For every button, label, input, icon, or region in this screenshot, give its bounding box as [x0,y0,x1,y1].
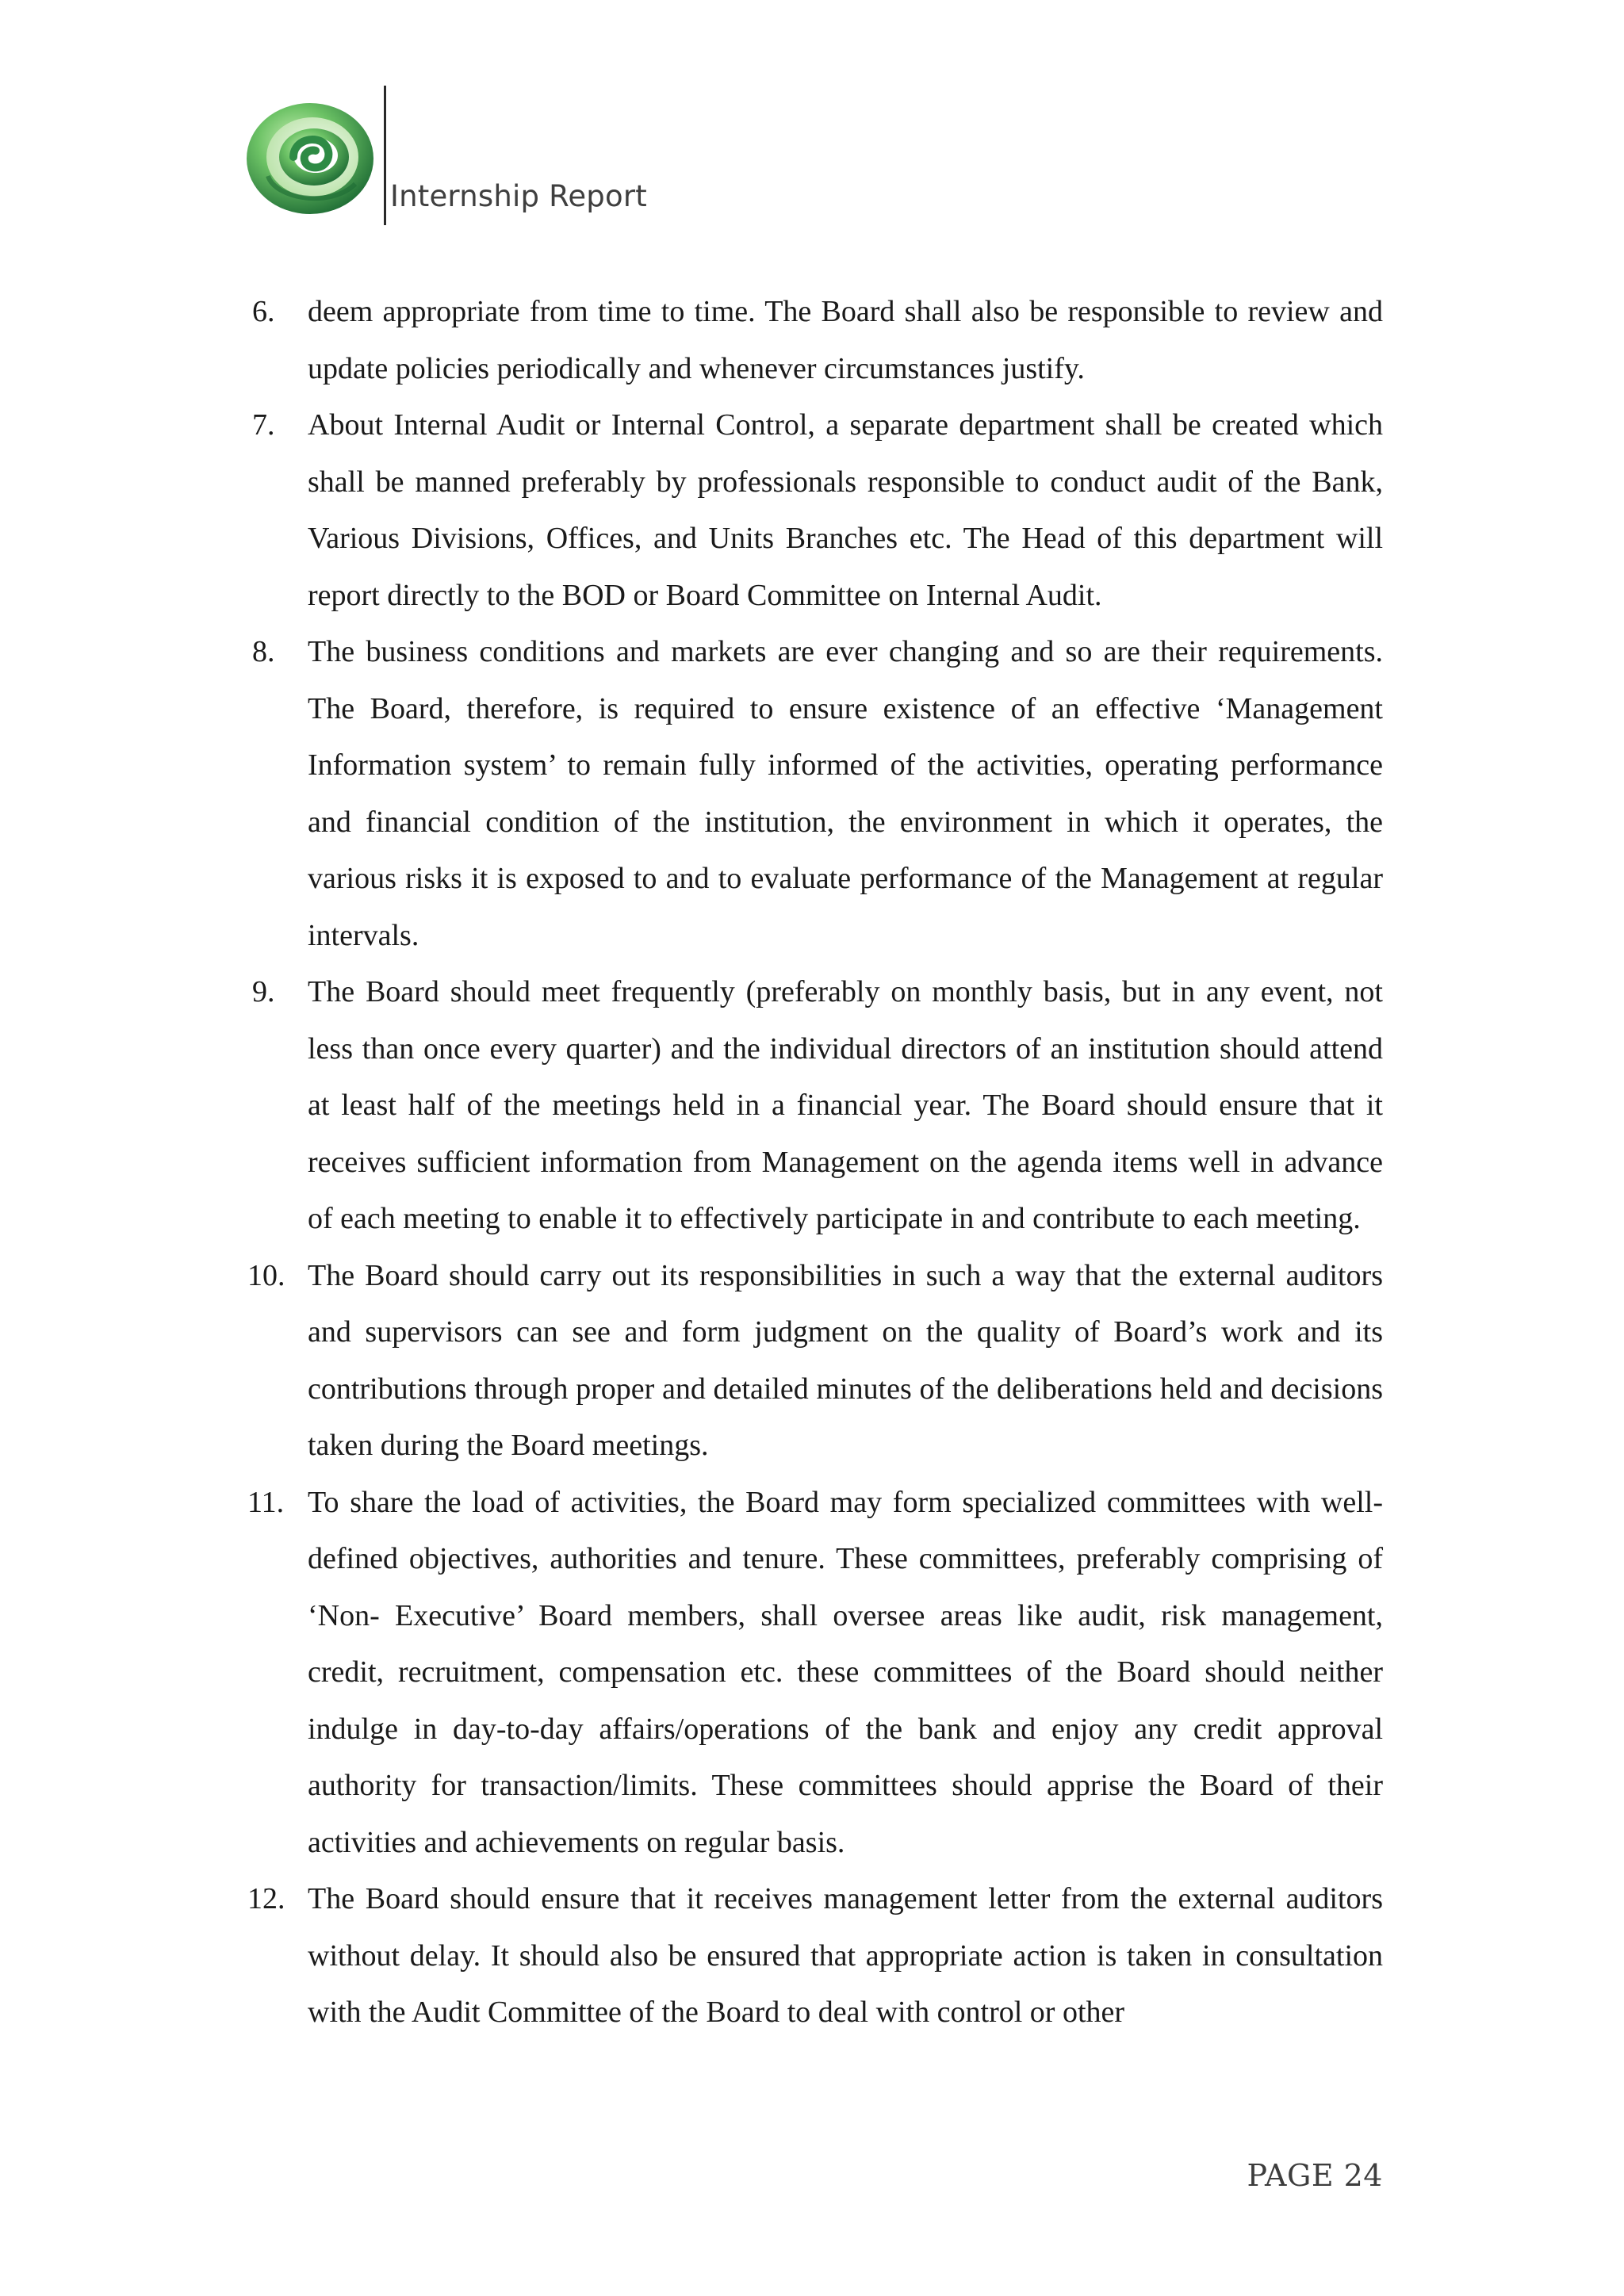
list-item [247,1248,1383,1475]
page-number: PAGE 24 [1247,2158,1383,2193]
list-item-text: The Board should ensure that it receives management letter from the external auditors without delay. It should also be ensured that appropriate action is taken in consultation with the Audit Committee of the Board to deal with control or other [308,1882,1383,2029]
list-item-number: 6. [252,295,275,328]
page-header [244,86,799,228]
list-item-number: 9. [252,975,275,1008]
list-item-text: deem appropriate from time to time. The Board shall also be responsible to review and update policies periodically and whenever circumstances justify. [308,295,1383,385]
list-item [247,1475,1383,1872]
report-title: Internship Report [390,179,647,213]
list-item-text: The business conditions and markets are ever changing and so are their requirements. The Board, therefore, is required to ensure existence of an effective ‘Management Information system’ to remain fully informed of the activities, operating performance and financial condition of the institution, the environment in which it operates, the various risks it is exposed to and to evaluate performance of the Management at regular intervals. [308,635,1383,952]
header-divider [384,86,386,225]
numbered-list [247,284,1383,2042]
list-item [252,964,1383,1248]
list-item-number: 8. [252,635,275,668]
list-item-text: The Board should carry out its responsibilities in such a way that the external auditors and supervisors can see and form judgment on the quality of Board’s work and its contributions through proper and detailed minutes of the deliberations held and decisions taken during the Board meetings. [308,1258,1383,1462]
bank-logo-icon [244,97,376,216]
list-item [247,1871,1383,2042]
list-item-text: The Board should meet frequently (preferably on monthly basis, but in any event, not less than once every quarter) and the individual directors of an institution should attend at least half of the meetings held in a financial year. The Board should ensure that it receives sufficient information from Management on the agenda items well in advance of each meeting to enable it to effectively participate in and contribute to each meeting. [308,975,1383,1235]
list-item-number: 7. [252,408,275,442]
list-item-text: About Internal Audit or Internal Control, a separate department shall be created which shall be manned preferably by professionals responsible to conduct audit of the Bank, Various Divisions, Offices, and Units Branches etc. The Head of this department will report directly to the BOD or Board Committee on Internal Audit. [308,408,1383,612]
list-item [252,624,1383,964]
list-item-number: 11. [247,1485,285,1519]
list-item-number: 12. [247,1882,285,1915]
list-item [252,284,1383,397]
list-item-text: To share the load of activities, the Board may form specialized committees with well-defined objectives, authorities and tenure. These committees, preferably comprising of ‘Non- Executive’ Board members, shall oversee areas like audit, risk management, credit, recruitment, compensation etc. these committees of the Board should neither indulge in day-to-day affairs/operations of the bank and enjoy any credit approval authority for transaction/limits. These committees should apprise the Board of their activities and achievements on regular basis. [308,1485,1383,1859]
list-item-number: 10. [247,1258,285,1292]
list-item [252,397,1383,624]
